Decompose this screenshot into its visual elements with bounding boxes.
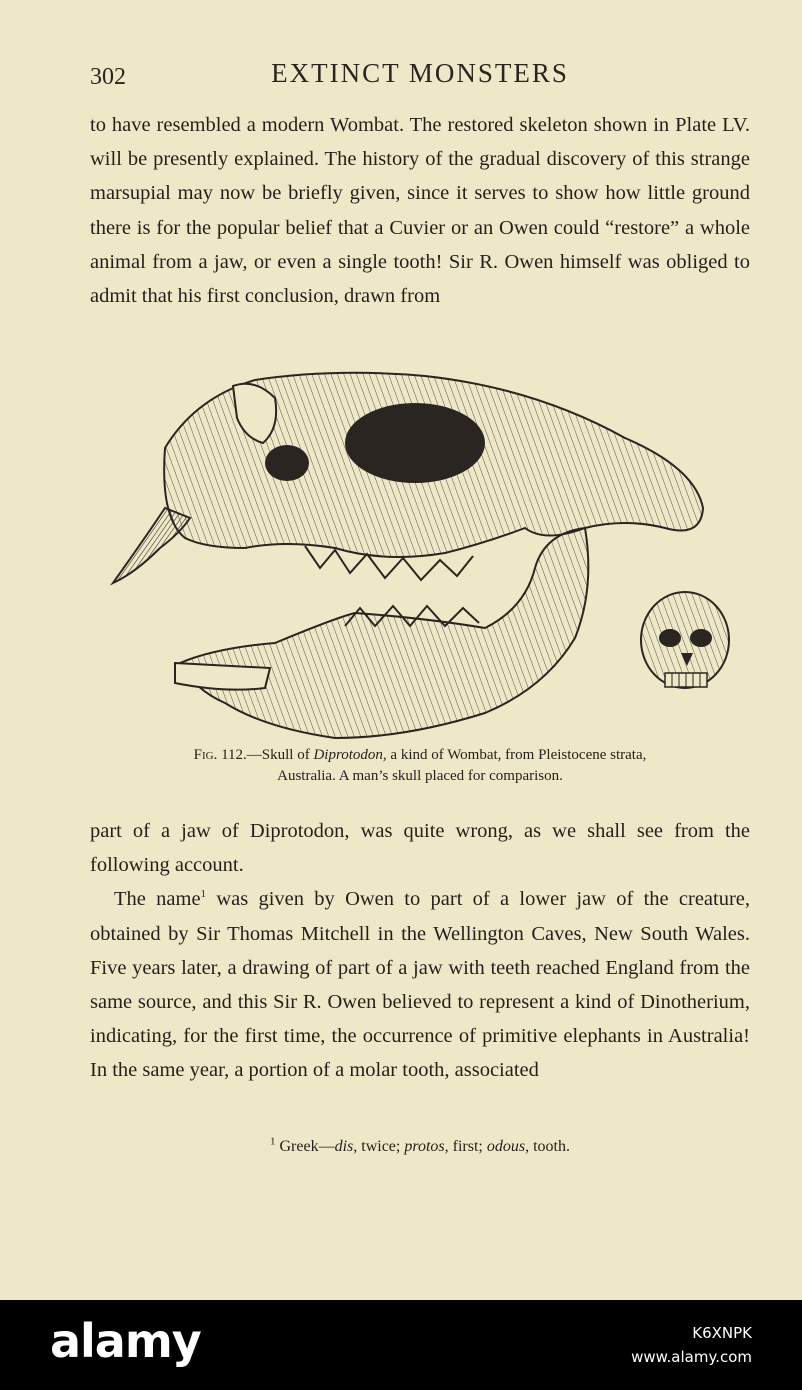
caption-text-2: a kind of Wombat, from Pleistocene strata, xyxy=(386,747,647,763)
caption-label: Fig. 112. xyxy=(193,747,247,763)
continued-paragraph: part of a jaw of Diprotodon, was quite wrong, as we shall see from the following account. xyxy=(90,820,750,877)
footnote xyxy=(90,1135,750,1156)
footnote-text-2: twice; xyxy=(357,1138,405,1155)
page-number: 302 xyxy=(90,64,126,90)
footnote-marker: 1 xyxy=(269,1135,276,1148)
skull-orbit xyxy=(345,403,485,483)
stock-watermark-bar xyxy=(0,1300,802,1390)
page-header xyxy=(90,58,750,94)
human-skull-comparison xyxy=(641,592,729,688)
top-paragraph: to have resembled a modern Wombat. The restored skeleton shown in Plate LV. will be presently explained. The history of the gradual discovery of this strange marsupial may now be briefly given, since it serves to show how little ground there is for the popular belief that a Cuvier or an Owen could “restore” a whole animal from a jaw, or even a single tooth! Sir R. Owen himself was obliged to admit that his first conclusion, drawn from xyxy=(90,114,750,308)
caption-genus: Diprotodon, xyxy=(313,747,387,763)
caption-line-2: Australia. A man’s skull placed for comparison. xyxy=(277,768,563,784)
footnote-ref: 1 xyxy=(200,888,207,901)
name-para-rest: was given by Owen to part of a lower jaw of the creature, obtained by Sir Thomas Mitchell in the Wellington Caves, New South Wales. Five years later, a drawing of part of a jaw with teeth reached England from the same source, and this Sir R. Owen believed to represent a kind of Dinotherium, indicating, for the first time, the occurrence of primitive elephants in Australia! In the same year, a portion of a molar tooth, associated xyxy=(90,888,751,1082)
footnote-text-4: tooth. xyxy=(529,1138,570,1155)
footnote-text-1: Greek— xyxy=(275,1138,335,1155)
watermark-url: www.alamy.com xyxy=(631,1348,752,1366)
name-para-start: The name xyxy=(114,888,201,911)
skull-mandible xyxy=(180,528,588,738)
footnote-word-odous: odous, xyxy=(486,1138,530,1155)
caption-text-1: —Skull of xyxy=(246,747,314,763)
alamy-logo: alamy xyxy=(50,1314,201,1368)
footnote-word-dis: dis, xyxy=(334,1138,358,1155)
figure-caption xyxy=(100,745,740,787)
lower-incisor xyxy=(175,663,270,690)
name-paragraph xyxy=(90,882,750,1087)
lower-text-block xyxy=(90,814,750,1088)
running-title: EXTINCT MONSTERS xyxy=(271,58,569,88)
image-id: K6XNPK xyxy=(692,1324,752,1342)
diprotodon-skull-illustration xyxy=(105,368,735,748)
top-paragraph-block xyxy=(90,108,750,313)
footnote-text-3: first; xyxy=(448,1138,487,1155)
skull-incisor xyxy=(113,508,190,583)
footnote-word-protos: protos, xyxy=(404,1138,449,1155)
